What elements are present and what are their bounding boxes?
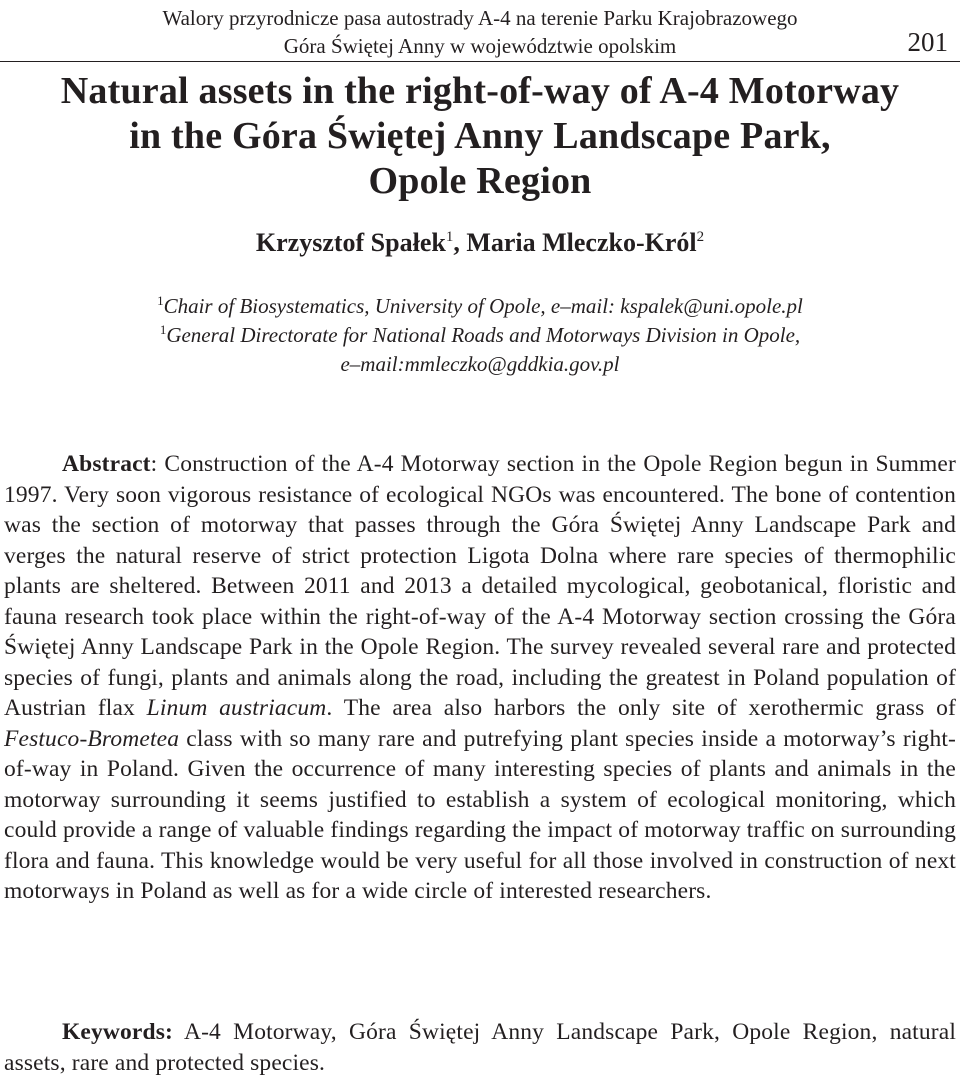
affiliation-2-email: e–mail:mmleczko@gddkia.gov.pl [340,352,620,376]
affiliation-text: General Directorate for National Roads and Motorways Division in Opole, [166,323,801,347]
abstract-text: Construction of the A-4 Motorway section in the Opole Region begun in Summer 1997. Very soon vigorous resistance of ecological NGOs was encountered. The bone of contention was the section of motorway that passes through the Góra Świętej Anny Landscape Park and verges the natural reserve of strict protection Ligota Dolna where rare species of thermophilic plants are sheltered. Between 2011 and 2013 a detailed mycological, geobotanical, floristic and fauna research took place within the right-of-way of the A-4 Motorway section crossing the Góra Świętej Anny Landscape Park in the Opole Region. The survey revealed several rare and protected species of fungi, plants and animals along the road, including the greatest in Poland population of Austrian flax [4,451,956,721]
running-header [40,4,920,60]
keywords-text: A-4 Motorway, Góra Świętej Anny Landscape Park, Opole Region, natural assets, rare and protected species. [4,1019,956,1076]
author-separator: , [453,228,467,257]
author-affiliation-marker: 1 [445,229,454,245]
affiliation-text: Chair of Biosystematics, University of Opole, e–mail: kspalek@uni.opole.pl [163,294,803,318]
species-name: Linum austriacum [146,695,327,721]
abstract [4,449,956,907]
author-list [0,226,960,260]
abstract-label: Abstract [62,451,151,477]
abstract-colon: : [150,451,165,477]
affiliation-marker: 1 [157,293,164,308]
author-name: Maria Mleczko-Król [466,228,697,257]
header-rule [0,61,960,62]
abstract-text: class with so many rare and putrefying plant species inside a motorway’s right-of-way in Poland. Given the occurrence of many interesting species of plants and animals in the motorway surrounding it seems justified to establish a system of ecological monitoring, which could provide a range of valuable findings regarding the impact of motorway traffic on surrounding flora and fauna. This knowledge would be very useful for all those involved in construction of next motorways in Poland as well as for a wide circle of interested researchers. [4,725,956,904]
affiliation-marker: 1 [159,322,167,337]
paper-title [0,69,960,204]
affiliation-1 [0,292,960,321]
title-line-2: in the Góra Świętej Anny Landscape Park, [129,115,831,157]
title-line-3: Opole Region [368,160,592,202]
title-line-1: Natural assets in the right-of-way of A-4 Motorway [60,70,900,112]
author-affiliation-marker: 2 [696,229,705,245]
keywords [4,1017,956,1078]
running-header-line-2: Góra Świętej Anny w województwie opolskim [283,34,677,58]
author-name: Krzysztof Spałek [255,228,446,257]
affiliation-2 [0,321,960,350]
page-number: 201 [907,27,948,57]
affiliations [0,292,960,379]
vegetation-class-name: Festuco-Brometea [4,725,180,752]
abstract-text: . The area also harbors the only site of xerothermic grass of [326,695,956,721]
running-header-line-1: Walory przyrodnicze pasa autostrady A-4 na terenie Parku Krajobrazowego [162,6,798,30]
keywords-label: Keywords: [62,1019,174,1045]
